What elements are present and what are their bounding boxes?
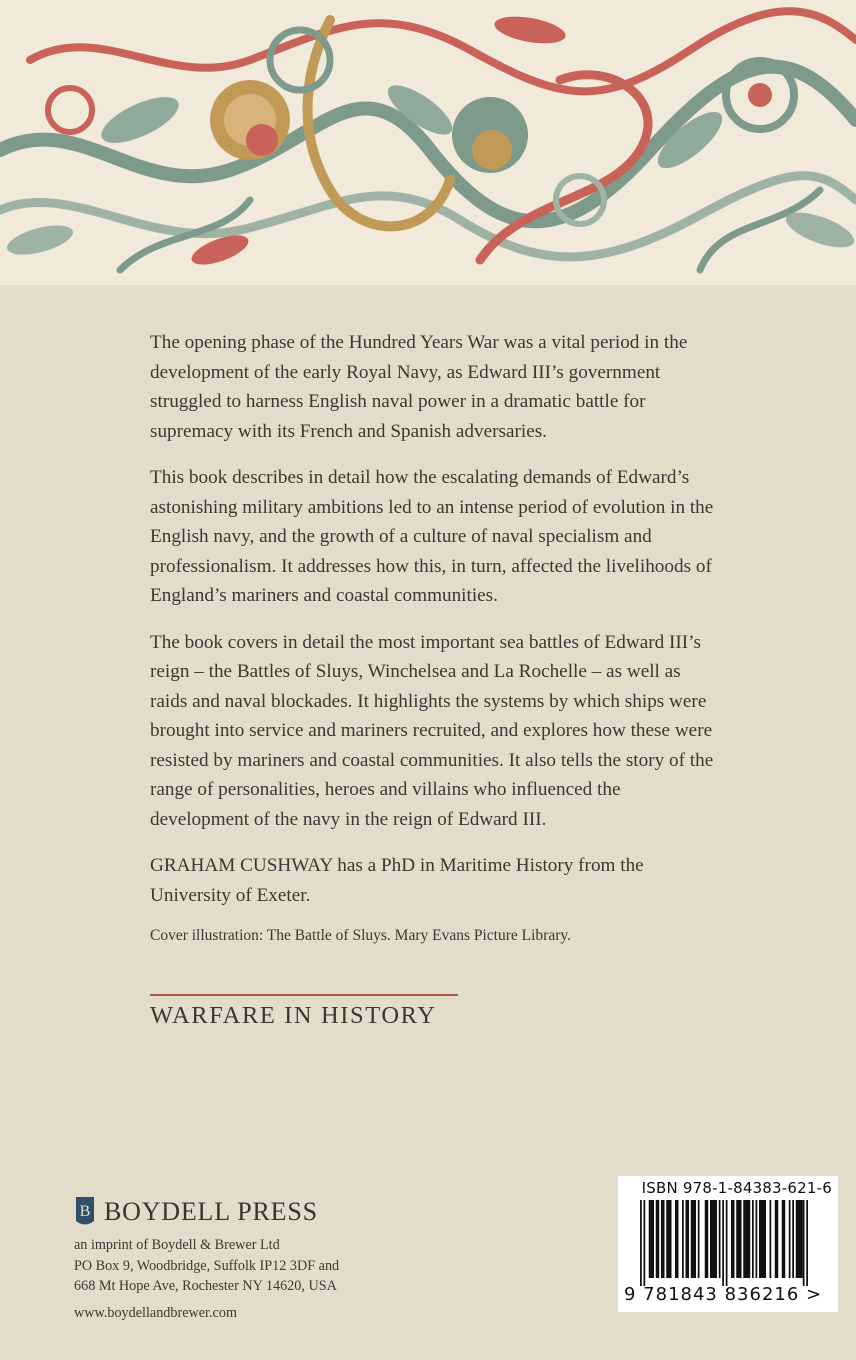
- barcode-bar: [782, 1200, 786, 1278]
- barcode-bar: [705, 1200, 709, 1278]
- series-title: WARFARE IN HISTORY: [150, 1002, 437, 1029]
- description-paragraph: The opening phase of the Hundred Years War was a vital period in the development of the early Royal Navy, as Edward III’s government struggled to harness English naval power in a dramatic battle for supremacy with its French and Spanish adversaries.: [150, 332, 688, 442]
- cover-credit: Cover illustration: The Battle of Sluys. Mary Evans Picture Library.: [150, 927, 572, 944]
- barcode-bar: [710, 1200, 717, 1278]
- series-divider: [150, 994, 458, 996]
- publisher-address: [74, 1235, 339, 1297]
- ean-digits: 9 781843 836216 >: [624, 1284, 823, 1305]
- svg-text:B: B: [79, 1203, 91, 1220]
- barcode-bar: [666, 1200, 671, 1278]
- barcode-bar: [756, 1200, 758, 1278]
- barcode-bar: [698, 1200, 700, 1278]
- barcode-bar: [743, 1200, 750, 1278]
- address-line: an imprint of Boydell & Brewer Ltd: [74, 1237, 280, 1253]
- barcode-bar: [675, 1200, 679, 1278]
- publisher-name: BOYDELL PRESS: [104, 1197, 318, 1226]
- description-paragraph: The book covers in detail the most important sea battles of Edward III’s reign – the Battles of Sluys, Winchelsea and La Rochelle – as well as raids and naval blockades. It highlights the systems by which ships were brought into service and mariners recruited, and explores how these were resisted by mariners and coastal communities. It also tells the story of the range of personalities, heroes and villains who influenced the development of the navy in the reign of Edward III.: [150, 631, 714, 830]
- barcode-bar: [656, 1200, 660, 1278]
- barcode-bar: [789, 1200, 791, 1278]
- barcode-bar: [722, 1200, 724, 1286]
- description-paragraph: This book describes in detail how the escalating demands of Edward’s astonishing military ambitions led to an intense period of evolution in the English navy, and the growth of a culture of naval specialism and professionalism. It addresses how this, in turn, affected the livelihoods of England’s mariners and coastal communities.: [150, 467, 714, 606]
- barcode-bar: [640, 1200, 642, 1286]
- ornamental-foliage-scroll-icon: [0, 0, 856, 285]
- address-line: PO Box 9, Woodbridge, Suffolk IP12 3DF and: [74, 1257, 340, 1274]
- barcode-bar: [644, 1200, 646, 1286]
- publisher-url: www.boydellandbrewer.com: [74, 1304, 237, 1321]
- barcode-bar: [661, 1200, 665, 1278]
- boydell-b-logo-icon: [74, 1195, 96, 1229]
- barcode-bar: [649, 1200, 654, 1278]
- barcode-bar: [796, 1200, 803, 1278]
- barcode-bar: [775, 1200, 779, 1278]
- barcode-bar: [719, 1200, 721, 1278]
- barcode-bars: [618, 1200, 838, 1286]
- barcode-bar: [803, 1200, 805, 1286]
- barcode-bar: [759, 1200, 766, 1278]
- barcode-bar: [726, 1200, 728, 1286]
- barcode-bar: [736, 1200, 741, 1278]
- barcode-bar: [752, 1200, 754, 1278]
- barcode-bar: [691, 1200, 696, 1278]
- barcode-bar: [806, 1200, 808, 1286]
- barcode-bar: [686, 1200, 690, 1278]
- isbn-label: ISBN 978-1-84383-621-6: [641, 1179, 832, 1197]
- author-bio: GRAHAM CUSHWAY has a PhD in Maritime History from the University of Exeter.: [150, 855, 644, 906]
- blurb: [150, 328, 720, 963]
- publisher-logo: [74, 1195, 339, 1229]
- publisher-block: [74, 1195, 339, 1322]
- barcode-bar: [792, 1200, 794, 1278]
- ornamental-banner: [0, 0, 856, 285]
- barcode-bar: [731, 1200, 735, 1278]
- isbn-barcode: [618, 1176, 838, 1312]
- barcode-bar: [770, 1200, 772, 1278]
- address-line: 668 Mt Hope Ave, Rochester NY 14620, USA: [74, 1278, 337, 1294]
- barcode-bar: [682, 1200, 684, 1278]
